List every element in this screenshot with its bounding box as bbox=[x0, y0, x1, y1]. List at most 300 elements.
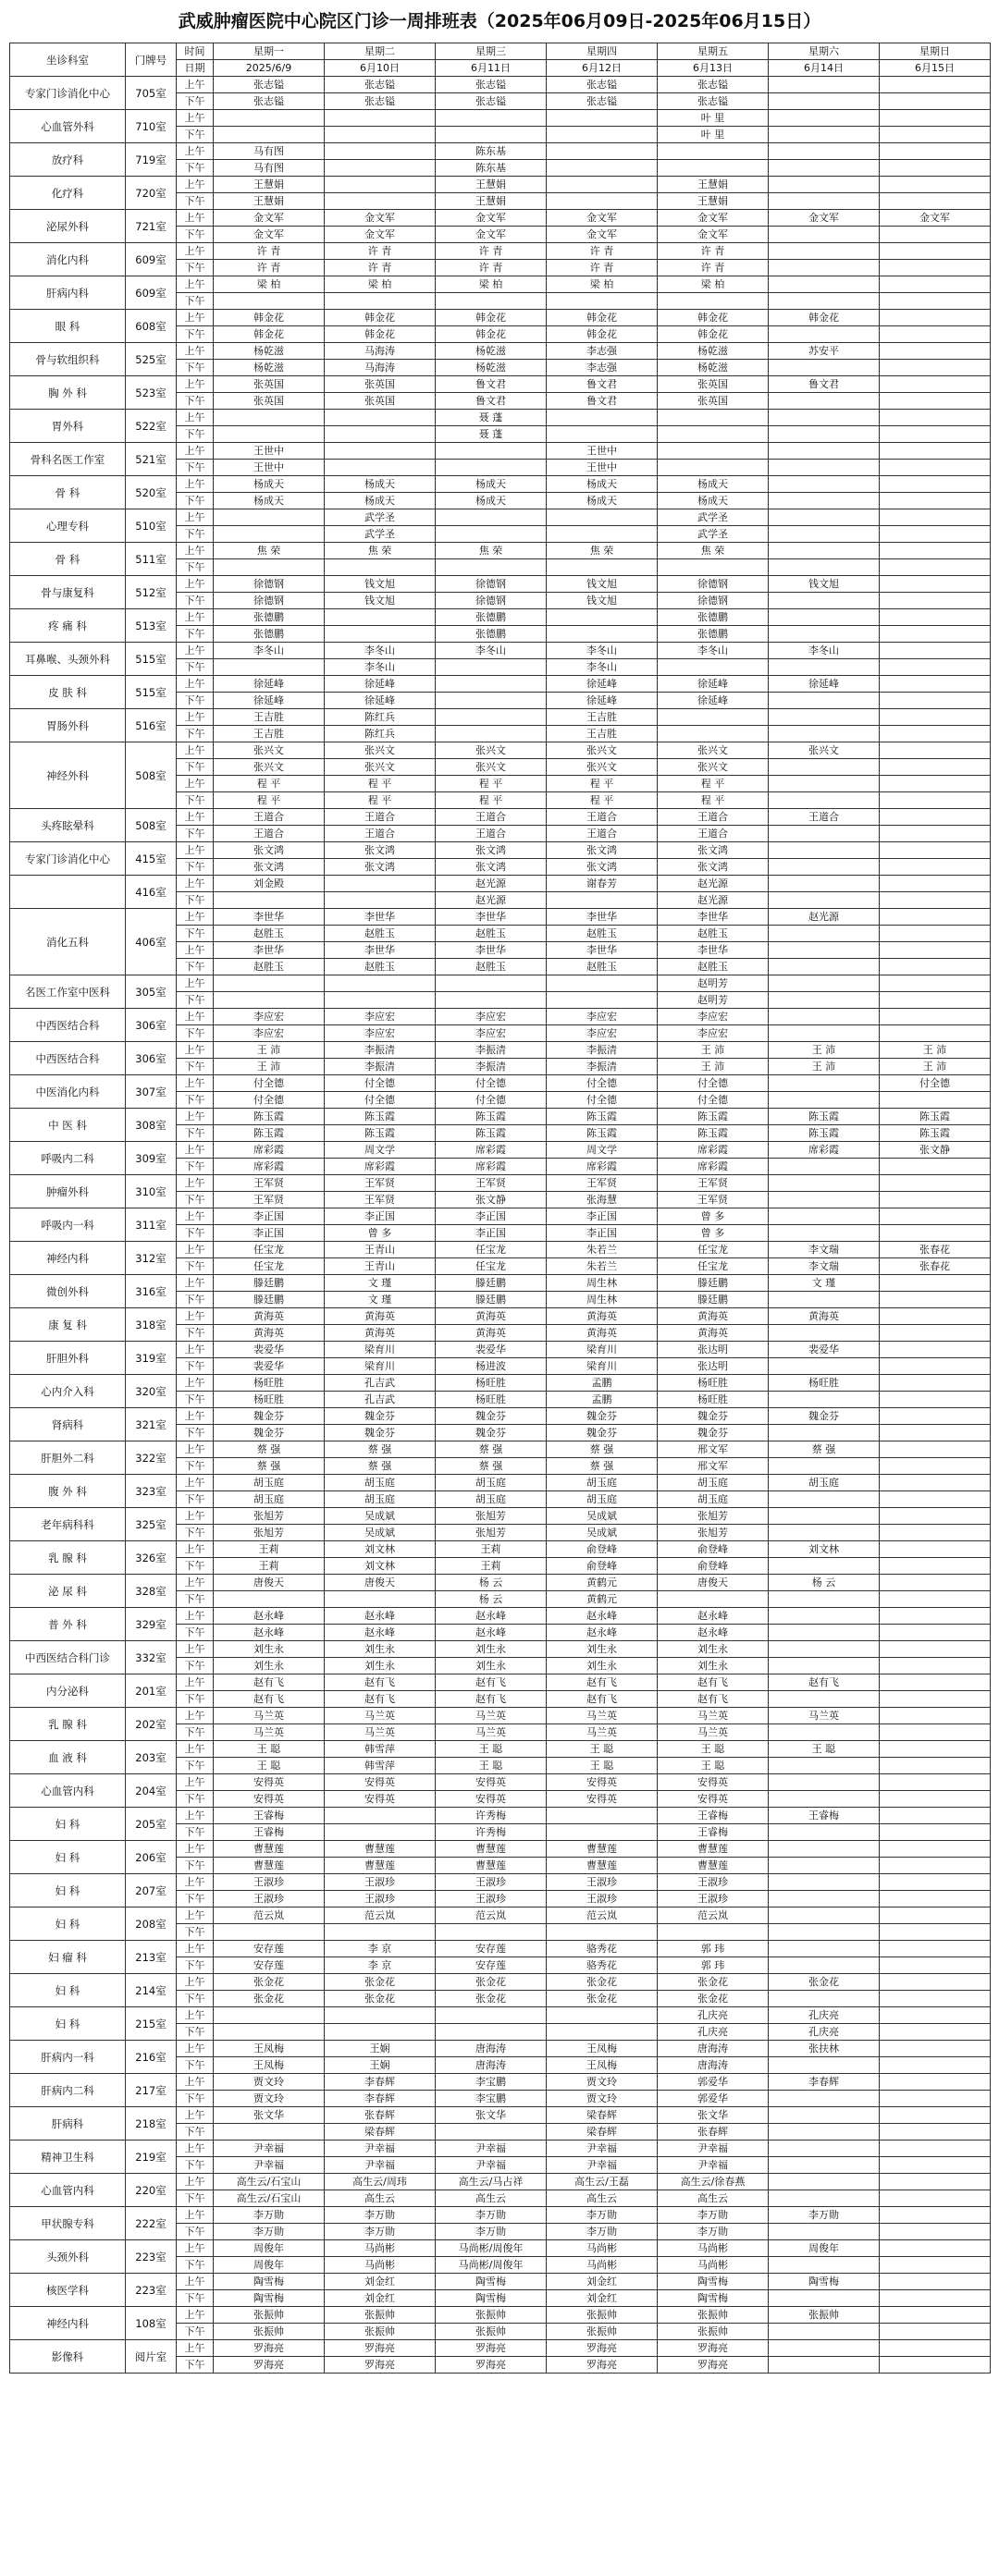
doctor-cell: 马尚彬 bbox=[325, 2240, 436, 2257]
doctor-cell: 周文学 bbox=[547, 1142, 658, 1159]
doctor-cell: 张文鸿 bbox=[436, 859, 547, 876]
header-weekday: 星期四 bbox=[547, 43, 658, 60]
doctor-cell: 金文军 bbox=[325, 227, 436, 243]
doctor-cell: 王 聪 bbox=[214, 1741, 325, 1758]
doctor-cell: 张金花 bbox=[436, 1974, 547, 1991]
department-cell: 妇 科 bbox=[10, 1907, 126, 1941]
time-slot-cell: 上午 bbox=[177, 2107, 214, 2124]
time-slot-cell: 下午 bbox=[177, 2357, 214, 2374]
time-slot-cell: 下午 bbox=[177, 1991, 214, 2007]
doctor-cell: 刘生永 bbox=[658, 1641, 769, 1658]
doctor-cell: 李振清 bbox=[436, 1059, 547, 1075]
doctor-cell: 马有图 bbox=[214, 160, 325, 177]
doctor-cell: 王淑珍 bbox=[547, 1891, 658, 1907]
doctor-cell: 刘生永 bbox=[214, 1658, 325, 1674]
time-slot-cell: 下午 bbox=[177, 2124, 214, 2141]
doctor-cell bbox=[214, 110, 325, 127]
table-row bbox=[10, 1541, 991, 1558]
doctor-cell: 王军贤 bbox=[214, 1175, 325, 1192]
doctor-cell: 杨成天 bbox=[547, 493, 658, 509]
doctor-cell: 李正国 bbox=[547, 1225, 658, 1242]
table-row bbox=[10, 1974, 991, 1991]
table-row bbox=[10, 1242, 991, 1258]
doctor-cell bbox=[769, 2057, 880, 2074]
table-row bbox=[10, 876, 991, 892]
doctor-cell: 贾文玲 bbox=[214, 2074, 325, 2091]
room-cell: 510室 bbox=[126, 509, 177, 543]
doctor-cell: 李万勋 bbox=[436, 2207, 547, 2224]
doctor-cell: 徐德钢 bbox=[658, 593, 769, 609]
doctor-cell: 王 沛 bbox=[880, 1059, 991, 1075]
doctor-cell bbox=[880, 1225, 991, 1242]
doctor-cell: 李世华 bbox=[436, 942, 547, 959]
doctor-cell bbox=[547, 1924, 658, 1941]
header-weekday: 星期日 bbox=[880, 43, 991, 60]
doctor-cell: 徐延峰 bbox=[769, 676, 880, 693]
doctor-cell bbox=[325, 127, 436, 143]
time-slot-cell: 下午 bbox=[177, 1092, 214, 1109]
doctor-cell bbox=[769, 709, 880, 726]
time-slot-cell: 上午 bbox=[177, 576, 214, 593]
doctor-cell: 杨旺胜 bbox=[214, 1392, 325, 1408]
doctor-cell: 张兴文 bbox=[214, 759, 325, 776]
doctor-cell: 陈玉霞 bbox=[658, 1109, 769, 1125]
doctor-cell: 金文军 bbox=[658, 210, 769, 227]
doctor-cell: 赵永峰 bbox=[436, 1625, 547, 1641]
doctor-cell: 张振帅 bbox=[325, 2307, 436, 2324]
table-row bbox=[10, 1075, 991, 1092]
doctor-cell: 金文军 bbox=[547, 210, 658, 227]
doctor-cell: 李冬山 bbox=[658, 643, 769, 659]
time-slot-cell: 下午 bbox=[177, 426, 214, 443]
time-slot-cell: 下午 bbox=[177, 1125, 214, 1142]
doctor-cell bbox=[658, 143, 769, 160]
doctor-cell: 俞登峰 bbox=[658, 1541, 769, 1558]
doctor-cell: 马兰英 bbox=[547, 1708, 658, 1724]
doctor-cell bbox=[880, 1159, 991, 1175]
doctor-cell: 魏金芬 bbox=[658, 1425, 769, 1441]
doctor-cell: 赵永峰 bbox=[658, 1625, 769, 1641]
doctor-cell: 贾文玲 bbox=[214, 2091, 325, 2107]
doctor-cell: 张文鸿 bbox=[325, 859, 436, 876]
doctor-cell: 李应宏 bbox=[436, 1009, 547, 1025]
doctor-cell: 唐俊天 bbox=[214, 1575, 325, 1591]
doctor-cell: 李振清 bbox=[547, 1042, 658, 1059]
doctor-cell: 王凤梅 bbox=[547, 2041, 658, 2057]
doctor-cell: 张德鹏 bbox=[436, 609, 547, 626]
doctor-cell bbox=[880, 260, 991, 276]
time-slot-cell: 上午 bbox=[177, 376, 214, 393]
room-cell: 721室 bbox=[126, 210, 177, 243]
time-slot-cell: 下午 bbox=[177, 393, 214, 410]
doctor-cell bbox=[880, 1558, 991, 1575]
doctor-cell bbox=[325, 293, 436, 310]
doctor-cell bbox=[880, 842, 991, 859]
room-cell: 325室 bbox=[126, 1508, 177, 1541]
doctor-cell bbox=[880, 1525, 991, 1541]
doctor-cell bbox=[880, 1891, 991, 1907]
doctor-cell bbox=[658, 726, 769, 742]
room-cell: 219室 bbox=[126, 2141, 177, 2174]
doctor-cell: 张英国 bbox=[658, 376, 769, 393]
doctor-cell bbox=[214, 975, 325, 992]
doctor-cell: 王莉 bbox=[214, 1558, 325, 1575]
doctor-cell: 梁 柏 bbox=[436, 276, 547, 293]
doctor-cell bbox=[325, 992, 436, 1009]
doctor-cell: 韩雪萍 bbox=[325, 1758, 436, 1774]
doctor-cell: 罗海亮 bbox=[658, 2357, 769, 2374]
time-slot-cell: 下午 bbox=[177, 193, 214, 210]
doctor-cell: 李冬山 bbox=[214, 643, 325, 659]
doctor-cell bbox=[880, 1408, 991, 1425]
doctor-cell: 梁育川 bbox=[325, 1342, 436, 1358]
doctor-cell: 席彩霞 bbox=[436, 1142, 547, 1159]
doctor-cell bbox=[547, 609, 658, 626]
doctor-cell: 陈玉霞 bbox=[214, 1109, 325, 1125]
doctor-cell: 黄海英 bbox=[658, 1308, 769, 1325]
time-slot-cell: 上午 bbox=[177, 110, 214, 127]
doctor-cell: 王道合 bbox=[658, 809, 769, 826]
doctor-cell bbox=[880, 1691, 991, 1708]
doctor-cell: 王慧娟 bbox=[214, 193, 325, 210]
doctor-cell: 李宝鹏 bbox=[436, 2091, 547, 2107]
doctor-cell: 李应宏 bbox=[547, 1009, 658, 1025]
doctor-cell: 赵明芳 bbox=[658, 992, 769, 1009]
doctor-cell bbox=[880, 1175, 991, 1192]
doctor-cell: 赵永峰 bbox=[436, 1608, 547, 1625]
doctor-cell bbox=[436, 659, 547, 676]
doctor-cell: 陶雪梅 bbox=[436, 2290, 547, 2307]
department-cell: 胃肠外科 bbox=[10, 709, 126, 742]
time-slot-cell: 下午 bbox=[177, 2057, 214, 2074]
doctor-cell: 赵胜玉 bbox=[325, 959, 436, 975]
doctor-cell: 王淑珍 bbox=[658, 1874, 769, 1891]
doctor-cell: 席彩霞 bbox=[769, 1142, 880, 1159]
doctor-cell: 罗海亮 bbox=[436, 2357, 547, 2374]
doctor-cell bbox=[436, 693, 547, 709]
doctor-cell: 李志强 bbox=[547, 360, 658, 376]
doctor-cell: 罗海亮 bbox=[214, 2357, 325, 2374]
room-cell: 508室 bbox=[126, 742, 177, 809]
doctor-cell: 钱文旭 bbox=[325, 593, 436, 609]
doctor-cell bbox=[658, 709, 769, 726]
doctor-cell: 高生云/王磊 bbox=[547, 2174, 658, 2190]
doctor-cell: 赵有飞 bbox=[769, 1674, 880, 1691]
page-title: 武威肿瘤医院中心院区门诊一周排班表（2025年06月09日-2025年06月15日） bbox=[178, 11, 821, 31]
doctor-cell: 付全德 bbox=[658, 1092, 769, 1109]
doctor-cell: 安得英 bbox=[658, 1774, 769, 1791]
doctor-cell: 梁春辉 bbox=[547, 2107, 658, 2124]
doctor-cell bbox=[769, 992, 880, 1009]
doctor-cell: 谢春芳 bbox=[547, 876, 658, 892]
doctor-cell: 陶雪梅 bbox=[214, 2290, 325, 2307]
doctor-cell: 赵光源 bbox=[436, 876, 547, 892]
doctor-cell: 金文军 bbox=[769, 210, 880, 227]
doctor-cell: 聂 蓬 bbox=[436, 426, 547, 443]
doctor-cell: 李应宏 bbox=[214, 1025, 325, 1042]
doctor-cell: 付全德 bbox=[325, 1075, 436, 1092]
time-slot-cell: 下午 bbox=[177, 759, 214, 776]
doctor-cell: 马尚彬 bbox=[547, 2257, 658, 2274]
doctor-cell: 张春花 bbox=[880, 1258, 991, 1275]
time-slot-cell: 下午 bbox=[177, 1891, 214, 1907]
doctor-cell bbox=[325, 193, 436, 210]
doctor-cell bbox=[769, 1724, 880, 1741]
room-cell: 609室 bbox=[126, 276, 177, 310]
doctor-cell: 魏金芬 bbox=[658, 1408, 769, 1425]
doctor-cell bbox=[769, 293, 880, 310]
doctor-cell bbox=[769, 1075, 880, 1092]
doctor-cell: 蔡 强 bbox=[214, 1441, 325, 1458]
doctor-cell bbox=[880, 1741, 991, 1758]
doctor-cell: 程 平 bbox=[547, 792, 658, 809]
doctor-cell bbox=[880, 393, 991, 410]
doctor-cell: 尹幸福 bbox=[547, 2141, 658, 2157]
doctor-cell bbox=[880, 1392, 991, 1408]
doctor-cell: 程 平 bbox=[214, 792, 325, 809]
room-cell: 316室 bbox=[126, 1275, 177, 1308]
doctor-cell: 马尚彬 bbox=[547, 2240, 658, 2257]
room-cell: 525室 bbox=[126, 343, 177, 376]
doctor-cell: 安得英 bbox=[658, 1791, 769, 1808]
table-row bbox=[10, 1841, 991, 1858]
time-slot-cell: 下午 bbox=[177, 1159, 214, 1175]
doctor-cell bbox=[880, 1708, 991, 1724]
doctor-cell: 王淑珍 bbox=[436, 1874, 547, 1891]
doctor-cell: 赵胜玉 bbox=[658, 926, 769, 942]
doctor-cell: 胡玉庭 bbox=[436, 1491, 547, 1508]
doctor-cell: 叶 里 bbox=[658, 127, 769, 143]
doctor-cell: 胡玉庭 bbox=[547, 1475, 658, 1491]
time-slot-cell: 上午 bbox=[177, 776, 214, 792]
time-slot-cell: 下午 bbox=[177, 1558, 214, 1575]
header-date: 6月11日 bbox=[436, 60, 547, 77]
doctor-cell: 高生云 bbox=[658, 2190, 769, 2207]
doctor-cell bbox=[880, 2224, 991, 2240]
doctor-cell: 杨进波 bbox=[436, 1358, 547, 1375]
doctor-cell bbox=[325, 110, 436, 127]
doctor-cell: 赵胜玉 bbox=[547, 926, 658, 942]
department-cell: 腹 外 科 bbox=[10, 1475, 126, 1508]
doctor-cell bbox=[769, 393, 880, 410]
doctor-cell bbox=[214, 526, 325, 543]
time-slot-cell: 上午 bbox=[177, 1275, 214, 1292]
doctor-cell: 程 平 bbox=[658, 776, 769, 792]
doctor-cell bbox=[769, 693, 880, 709]
doctor-cell: 徐德钢 bbox=[658, 576, 769, 593]
table-row bbox=[10, 2007, 991, 2024]
doctor-cell bbox=[769, 460, 880, 476]
doctor-cell: 蔡 强 bbox=[547, 1441, 658, 1458]
doctor-cell: 梁 柏 bbox=[214, 276, 325, 293]
doctor-cell: 程 平 bbox=[325, 776, 436, 792]
doctor-cell bbox=[880, 909, 991, 926]
doctor-cell: 程 平 bbox=[658, 792, 769, 809]
doctor-cell bbox=[769, 426, 880, 443]
doctor-cell bbox=[769, 227, 880, 243]
doctor-cell bbox=[769, 326, 880, 343]
doctor-cell: 杨旺胜 bbox=[436, 1392, 547, 1408]
room-cell: 205室 bbox=[126, 1808, 177, 1841]
doctor-cell: 叶 里 bbox=[658, 110, 769, 127]
doctor-cell: 张德鹏 bbox=[214, 626, 325, 643]
room-cell: 512室 bbox=[126, 576, 177, 609]
doctor-cell bbox=[880, 77, 991, 93]
department-cell: 普 外 科 bbox=[10, 1608, 126, 1641]
doctor-cell: 刘生永 bbox=[214, 1641, 325, 1658]
time-slot-cell: 上午 bbox=[177, 1042, 214, 1059]
doctor-cell: 张兴文 bbox=[436, 742, 547, 759]
doctor-cell: 李世华 bbox=[436, 909, 547, 926]
doctor-cell: 张旭芳 bbox=[658, 1525, 769, 1541]
doctor-cell: 范云岚 bbox=[325, 1907, 436, 1924]
doctor-cell bbox=[769, 2091, 880, 2107]
doctor-cell: 赵有飞 bbox=[547, 1674, 658, 1691]
department-cell: 骨与软组织科 bbox=[10, 343, 126, 376]
doctor-cell: 张金花 bbox=[658, 1991, 769, 2007]
doctor-cell: 唐海涛 bbox=[436, 2057, 547, 2074]
doctor-cell: 朱若兰 bbox=[547, 1242, 658, 1258]
doctor-cell bbox=[769, 859, 880, 876]
doctor-cell: 安得英 bbox=[325, 1791, 436, 1808]
header-date-label: 日期 bbox=[177, 60, 214, 77]
doctor-cell bbox=[880, 2340, 991, 2357]
time-slot-cell: 上午 bbox=[177, 709, 214, 726]
doctor-cell: 张金花 bbox=[436, 1991, 547, 2007]
doctor-cell: 韩金花 bbox=[769, 310, 880, 326]
doctor-cell bbox=[880, 2324, 991, 2340]
doctor-cell: 魏金芬 bbox=[436, 1408, 547, 1425]
doctor-cell: 张文鸿 bbox=[658, 859, 769, 876]
doctor-cell bbox=[880, 2240, 991, 2257]
department-cell: 胃外科 bbox=[10, 410, 126, 443]
doctor-cell: 吴成斌 bbox=[325, 1508, 436, 1525]
table-row bbox=[10, 1774, 991, 1791]
time-slot-cell: 上午 bbox=[177, 2307, 214, 2324]
doctor-cell bbox=[658, 160, 769, 177]
header-time: 时间 bbox=[177, 43, 214, 60]
department-cell: 头疼眩晕科 bbox=[10, 809, 126, 842]
doctor-cell: 付全德 bbox=[436, 1075, 547, 1092]
doctor-cell: 梁春辉 bbox=[547, 2124, 658, 2141]
department-cell: 泌 尿 科 bbox=[10, 1575, 126, 1608]
doctor-cell: 刘金红 bbox=[325, 2290, 436, 2307]
doctor-cell: 李世华 bbox=[214, 909, 325, 926]
doctor-cell bbox=[880, 2057, 991, 2074]
doctor-cell bbox=[325, 876, 436, 892]
doctor-cell: 赵胜玉 bbox=[214, 926, 325, 942]
doctor-cell bbox=[214, 659, 325, 676]
doctor-cell: 李振清 bbox=[436, 1042, 547, 1059]
doctor-cell: 赵光源 bbox=[436, 892, 547, 909]
doctor-cell: 曹慧莲 bbox=[325, 1858, 436, 1874]
time-slot-cell: 上午 bbox=[177, 609, 214, 626]
doctor-cell: 张金花 bbox=[769, 1974, 880, 1991]
doctor-cell: 胡玉庭 bbox=[325, 1475, 436, 1491]
doctor-cell bbox=[769, 1874, 880, 1891]
doctor-cell: 刘生永 bbox=[325, 1658, 436, 1674]
doctor-cell: 任宝龙 bbox=[436, 1242, 547, 1258]
department-cell: 中 医 科 bbox=[10, 1109, 126, 1142]
department-cell: 骨科名医工作室 bbox=[10, 443, 126, 476]
table-row bbox=[10, 1608, 991, 1625]
doctor-cell: 张兴文 bbox=[325, 759, 436, 776]
doctor-cell bbox=[436, 676, 547, 693]
department-cell: 乳 腺 科 bbox=[10, 1708, 126, 1741]
doctor-cell bbox=[880, 609, 991, 626]
doctor-cell: 黄海英 bbox=[658, 1325, 769, 1342]
doctor-cell: 王道合 bbox=[325, 826, 436, 842]
doctor-cell: 郭 玮 bbox=[658, 1957, 769, 1974]
department-cell: 肝病内二科 bbox=[10, 2074, 126, 2107]
doctor-cell: 马兰英 bbox=[436, 1708, 547, 1724]
doctor-cell: 李万勋 bbox=[325, 2207, 436, 2224]
doctor-cell bbox=[769, 2107, 880, 2124]
doctor-cell bbox=[769, 2174, 880, 2190]
time-slot-cell: 下午 bbox=[177, 1258, 214, 1275]
doctor-cell: 程 平 bbox=[214, 776, 325, 792]
doctor-cell: 王世中 bbox=[214, 443, 325, 460]
doctor-cell bbox=[436, 2124, 547, 2141]
table-row bbox=[10, 1342, 991, 1358]
room-cell: 206室 bbox=[126, 1841, 177, 1874]
doctor-cell: 李冬山 bbox=[769, 643, 880, 659]
doctor-cell: 罗海亮 bbox=[325, 2357, 436, 2374]
doctor-cell bbox=[880, 543, 991, 559]
doctor-cell: 张文鸿 bbox=[547, 859, 658, 876]
doctor-cell bbox=[880, 243, 991, 260]
room-cell: 203室 bbox=[126, 1741, 177, 1774]
doctor-cell: 李世华 bbox=[547, 909, 658, 926]
doctor-cell bbox=[658, 293, 769, 310]
doctor-cell: 刘金殿 bbox=[214, 876, 325, 892]
doctor-cell: 王淑珍 bbox=[547, 1874, 658, 1891]
doctor-cell: 焦 荣 bbox=[436, 543, 547, 559]
table-row bbox=[10, 2307, 991, 2324]
room-cell: 204室 bbox=[126, 1774, 177, 1808]
doctor-cell: 张达明 bbox=[658, 1358, 769, 1375]
table-row bbox=[10, 1674, 991, 1691]
doctor-cell bbox=[880, 1375, 991, 1392]
doctor-cell: 付全德 bbox=[880, 1075, 991, 1092]
doctor-cell: 赵永峰 bbox=[214, 1625, 325, 1641]
doctor-cell bbox=[769, 1458, 880, 1475]
doctor-cell: 张金花 bbox=[214, 1974, 325, 1991]
doctor-cell bbox=[325, 2024, 436, 2041]
doctor-cell bbox=[880, 1541, 991, 1558]
doctor-cell: 尹幸福 bbox=[214, 2141, 325, 2157]
doctor-cell: 任宝龙 bbox=[658, 1258, 769, 1275]
doctor-cell bbox=[769, 143, 880, 160]
doctor-cell: 张志镒 bbox=[325, 77, 436, 93]
doctor-cell bbox=[214, 2124, 325, 2141]
doctor-cell bbox=[769, 1774, 880, 1791]
doctor-cell: 滕廷鹏 bbox=[658, 1292, 769, 1308]
doctor-cell bbox=[880, 1275, 991, 1292]
doctor-cell bbox=[769, 1009, 880, 1025]
doctor-cell: 唐海涛 bbox=[436, 2041, 547, 2057]
doctor-cell: 王睿梅 bbox=[214, 1824, 325, 1841]
doctor-cell: 李世华 bbox=[658, 942, 769, 959]
time-slot-cell: 下午 bbox=[177, 1358, 214, 1375]
doctor-cell: 杨乾滋 bbox=[214, 343, 325, 360]
time-slot-cell: 下午 bbox=[177, 1957, 214, 1974]
doctor-cell: 王 聪 bbox=[658, 1758, 769, 1774]
table-row bbox=[10, 1208, 991, 1225]
doctor-cell: 王 沛 bbox=[658, 1059, 769, 1075]
doctor-cell: 李正国 bbox=[214, 1225, 325, 1242]
doctor-cell: 马兰英 bbox=[325, 1708, 436, 1724]
